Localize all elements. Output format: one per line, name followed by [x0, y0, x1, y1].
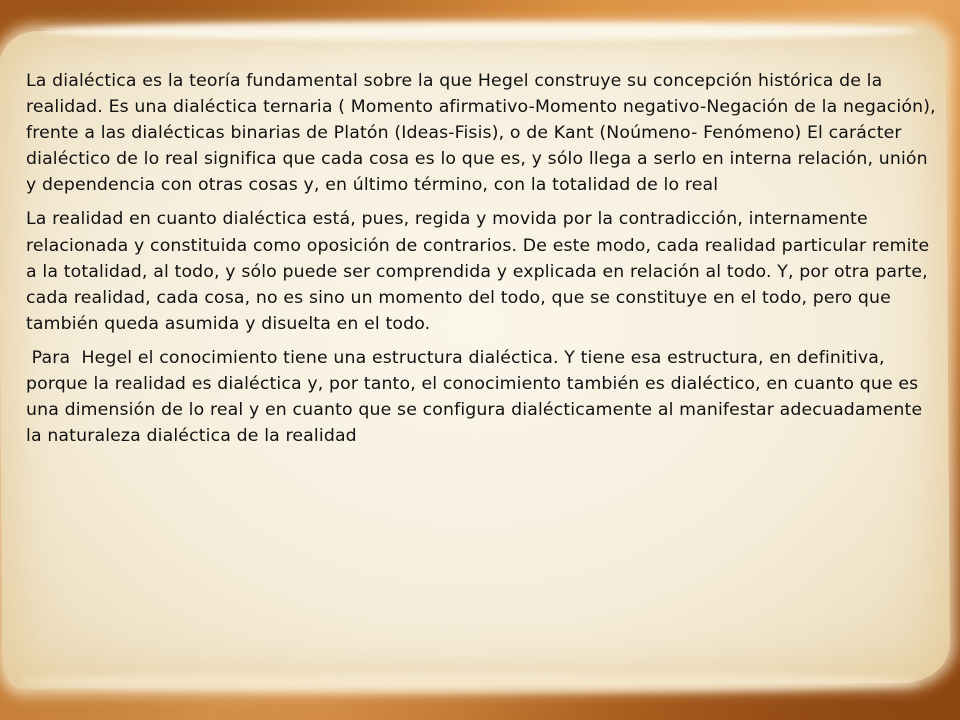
paragraph-2: La realidad en cuanto dialéctica está, pues, regida y movida por la contradicción, internamente relacionada y constituida como oposición de contrarios. De este modo, cada realidad particular remite a la totalidad, al todo, y sólo puede ser comprendida y explicada en relación al todo. Y, por otra parte, cada realidad, cada cosa, no es sino un momento del todo, que se constituye en el todo, pero que también queda asumida y disuelta en el todo. [26, 209, 930, 334]
paragraph-3: Para Hegel el conocimiento tiene una estructura dialéctica. Y tiene esa estructura, en definitiva, porque la realidad es dialéctica y, por tanto, el conocimiento también es dialéctico, en cuanto que es una dimensión de lo real y en cuanto que se configura dialécticamente al manifestar adecuadamente la naturaleza dialéctica de la realidad [26, 347, 928, 447]
paper-edge-bottom [20, 672, 920, 692]
text-body [26, 68, 938, 457]
paper-edge-top [40, 22, 920, 40]
paragraph-1: La dialéctica es la teoría fundamental sobre la que Hegel construye su concepción histórica de la realidad. Es una dialéctica ternaria ( Momento afirmativo-Momento negativo-Negación de la negación), frente a las dialécticas binarias de Platón (Ideas-Fisis), o de Kant (Noúmeno- Fenómeno) El carácter dialéctico de lo real significa que cada cosa es lo que es, y sólo llega a serlo en interna relación, unión y dependencia con otras cosas y, en último término, con la totalidad de lo real [26, 71, 936, 196]
